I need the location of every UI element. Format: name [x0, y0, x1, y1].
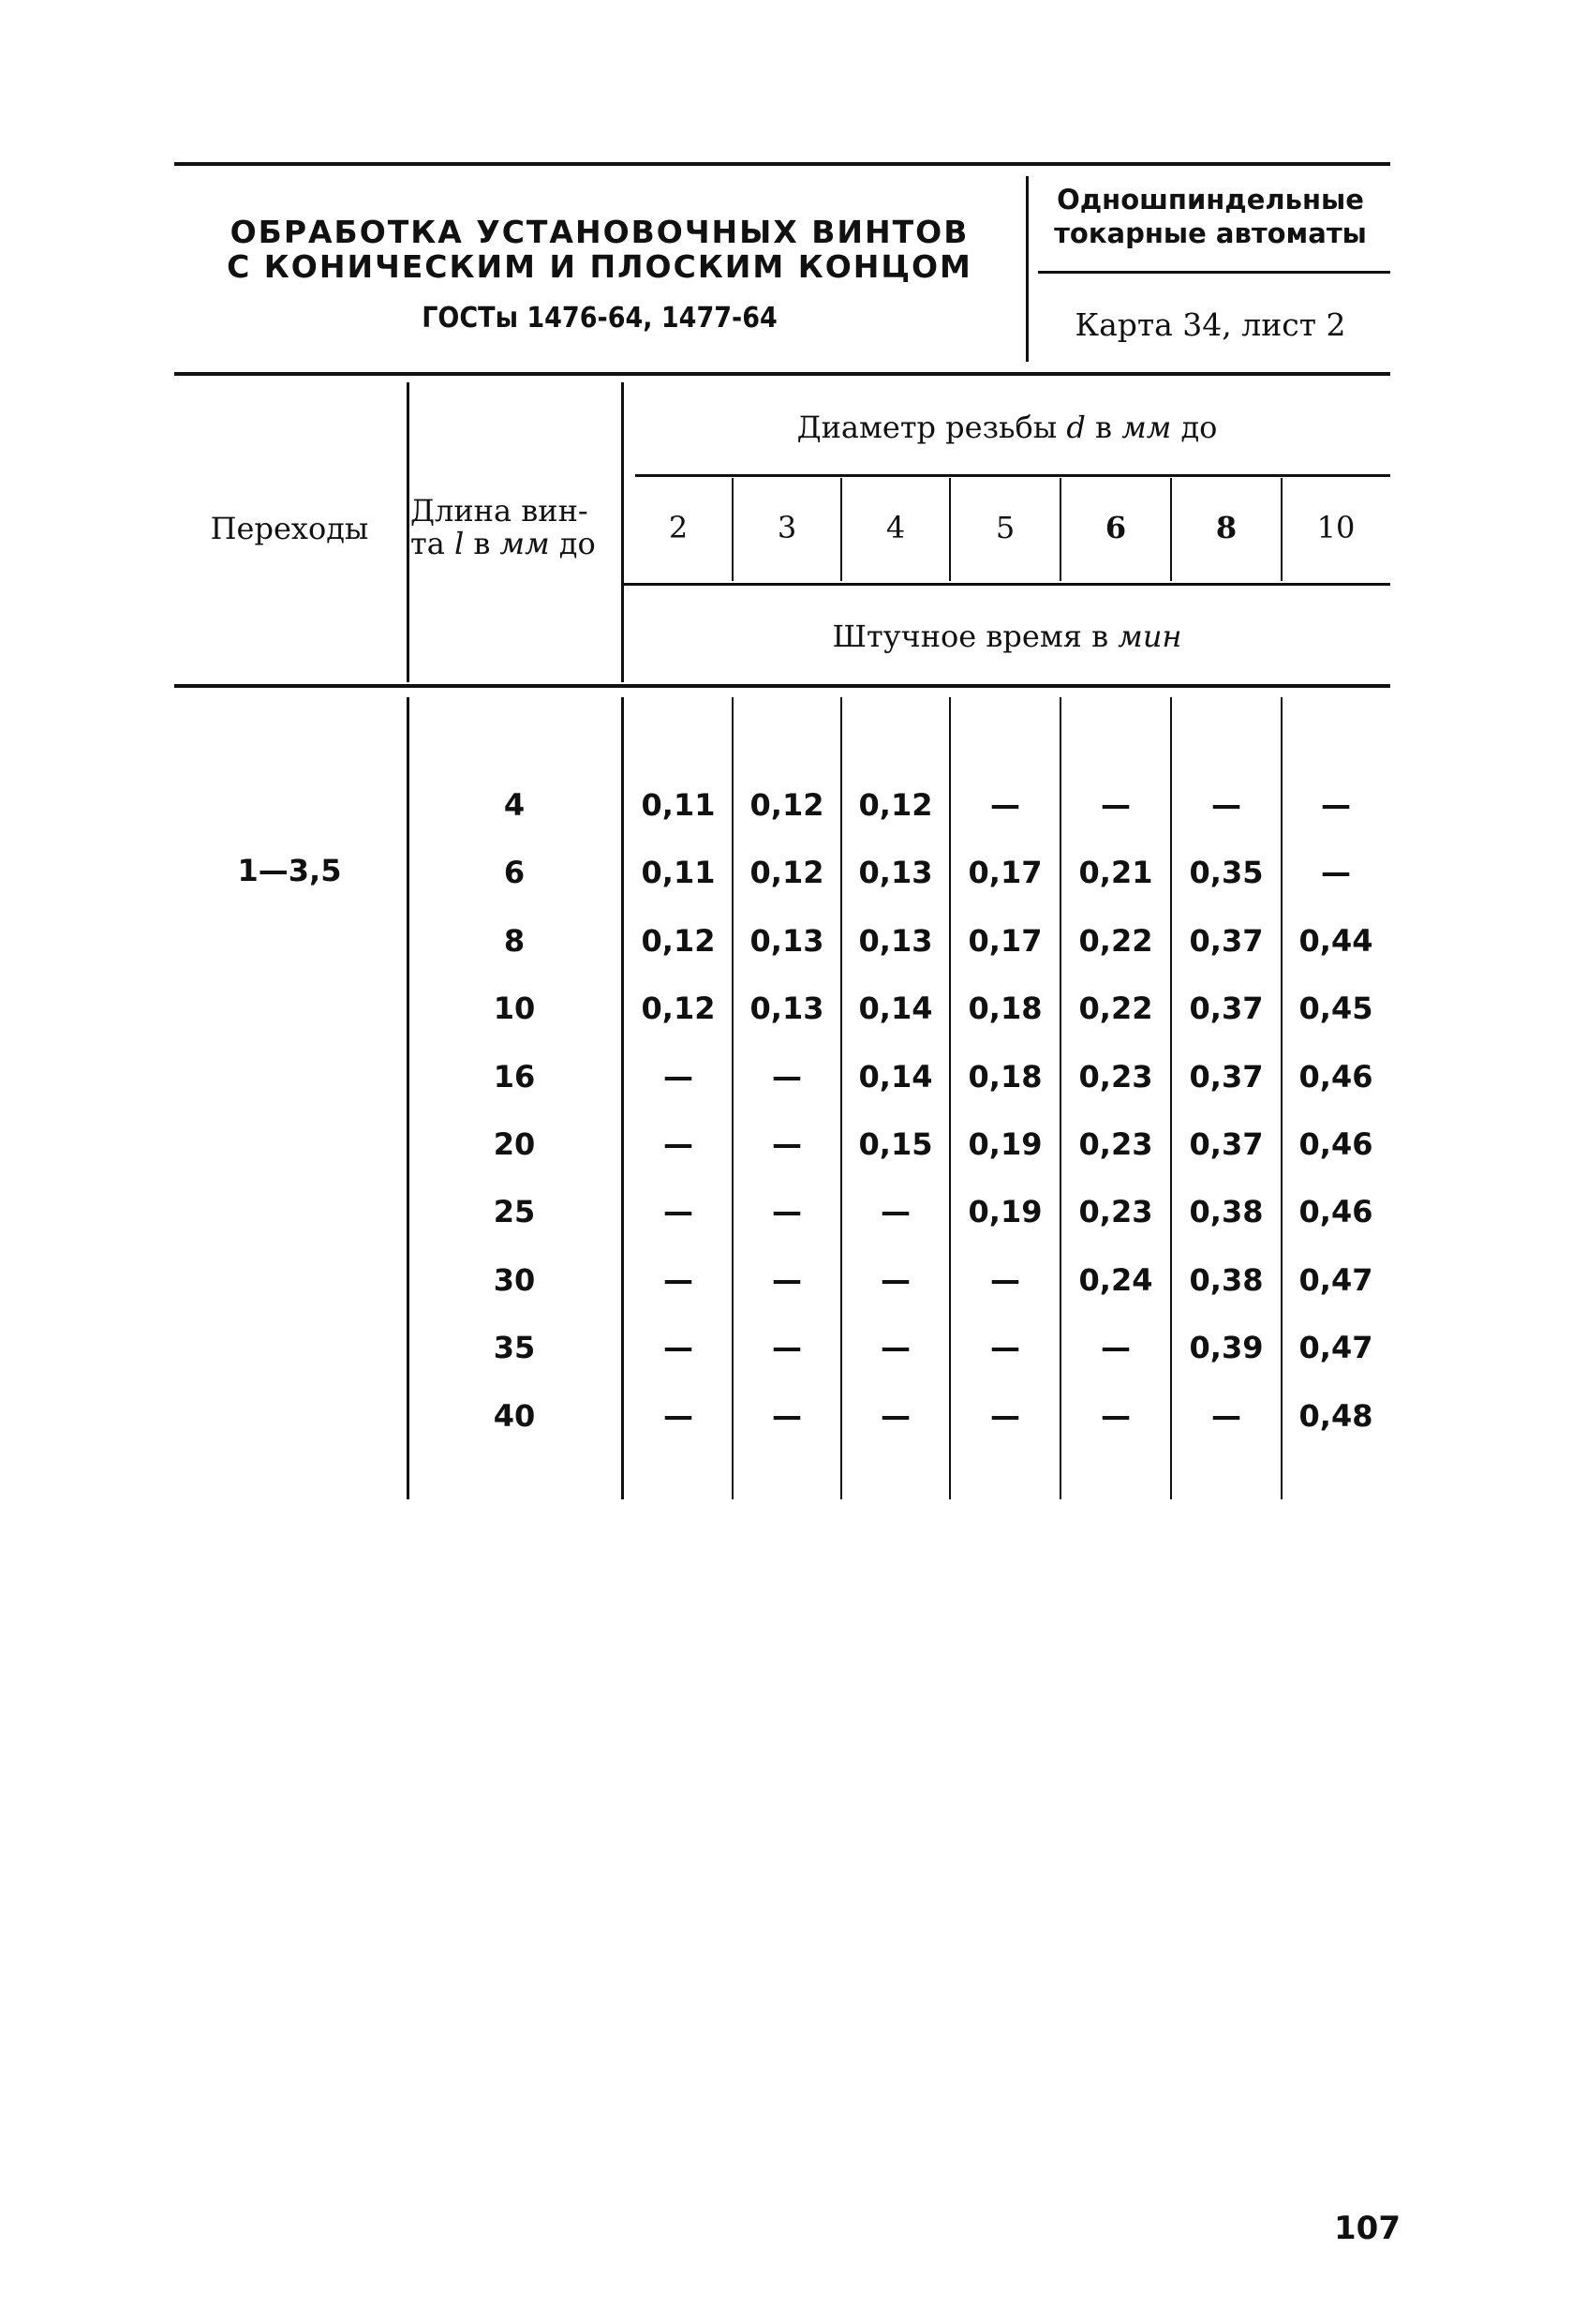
diameter-value: 5	[995, 510, 1016, 545]
diameter-values-rule	[624, 583, 1390, 586]
transition-value: 1—3,5	[237, 853, 342, 888]
diameter-value: 4	[885, 510, 906, 545]
length-header-line-2: та l в мм до	[410, 526, 596, 561]
time-cell: 0,14	[858, 991, 933, 1026]
time-cell: —	[772, 1059, 802, 1095]
machine-type-line-2: токарные автоматы	[1054, 217, 1367, 249]
time-cell: 0,18	[968, 1059, 1043, 1095]
length-value: 10	[493, 991, 536, 1026]
time-cell: —	[663, 1398, 693, 1434]
time-cell: 0,24	[1078, 1262, 1153, 1298]
time-cell: —	[1101, 1330, 1131, 1365]
title-line-1: ОБРАБОТКА УСТАНОВОЧНЫХ ВИНТОВ	[230, 214, 970, 250]
time-cell: 0,11	[641, 855, 716, 890]
length-value: 4	[503, 787, 526, 823]
col-divider-header	[1060, 478, 1061, 581]
time-cell: —	[772, 1126, 802, 1162]
time-cell: 0,23	[1078, 1126, 1153, 1162]
time-cell: 0,37	[1189, 923, 1264, 959]
time-cell: 0,22	[1078, 923, 1153, 959]
time-cell: —	[772, 1194, 802, 1229]
length-value: 8	[503, 923, 526, 959]
title-line-2: С КОНИЧЕСКИМ И ПЛОСКИМ КОНЦОМ	[227, 248, 972, 285]
time-cell: —	[990, 787, 1020, 823]
time-cell: 0,18	[968, 991, 1043, 1026]
machine-type-line-1: Одношпиндельные	[1057, 184, 1364, 216]
time-cell: —	[990, 1262, 1020, 1298]
time-cell: 0,38	[1189, 1194, 1264, 1229]
time-cell: 0,44	[1298, 923, 1373, 959]
time-cell: 0,37	[1189, 1126, 1264, 1162]
time-cell: 0,47	[1298, 1330, 1373, 1365]
time-cell: 0,13	[749, 991, 824, 1026]
time-cell: 0,48	[1298, 1398, 1373, 1434]
time-cell: 0,22	[1078, 991, 1153, 1026]
time-cell: 0,13	[858, 923, 933, 959]
time-cell: 0,38	[1189, 1262, 1264, 1298]
time-cell: —	[990, 1398, 1020, 1434]
diameter-rule	[635, 474, 1390, 477]
transitions-header: Переходы	[210, 511, 369, 546]
card-sheet-label: Карта 34, лист 2	[1075, 306, 1346, 343]
time-cell: 0,12	[749, 855, 824, 890]
time-cell: 0,12	[749, 787, 824, 823]
time-cell: 0,15	[858, 1126, 933, 1162]
time-cell: 0,17	[968, 855, 1043, 890]
time-cell: 0,13	[749, 923, 824, 959]
length-header	[408, 495, 622, 560]
time-cell: 0,46	[1298, 1059, 1373, 1095]
length-header-line-1: Длина вин-	[410, 493, 588, 529]
length-value: 30	[493, 1262, 536, 1298]
time-cell: —	[1101, 787, 1131, 823]
time-cell: 0,47	[1298, 1262, 1373, 1298]
time-cell: 0,14	[858, 1059, 933, 1095]
length-value: 35	[493, 1330, 536, 1365]
col-divider-header	[732, 478, 734, 581]
time-cell: 0,46	[1298, 1126, 1373, 1162]
header-right-rule	[1038, 271, 1390, 274]
length-value: 16	[493, 1059, 536, 1095]
time-cell: 0,46	[1298, 1194, 1373, 1229]
header-divider	[1026, 176, 1029, 362]
piece-time-header: Штучное время в мин	[832, 618, 1182, 654]
time-cell: 0,19	[968, 1194, 1043, 1229]
time-cell: —	[881, 1398, 911, 1434]
col-divider-header	[1281, 478, 1283, 581]
time-cell: —	[772, 1262, 802, 1298]
diameter-header: Диаметр резьбы d в мм до	[796, 410, 1218, 445]
time-cell: 0,37	[1189, 1059, 1264, 1095]
diameter-value: 2	[668, 510, 689, 545]
time-cell: 0,12	[858, 787, 933, 823]
time-cell: 0,35	[1189, 855, 1264, 890]
time-cell: 0,13	[858, 855, 933, 890]
time-cell: —	[663, 1330, 693, 1365]
time-cell: 0,23	[1078, 1194, 1153, 1229]
time-cell: 0,19	[968, 1126, 1043, 1162]
diameter-value: 6	[1105, 510, 1127, 545]
diameter-value: 3	[777, 510, 797, 545]
time-cell: 0,23	[1078, 1059, 1153, 1095]
time-cell: 0,12	[641, 923, 716, 959]
time-cell: —	[1101, 1398, 1131, 1434]
time-cell: 0,39	[1189, 1330, 1264, 1365]
time-cell: 0,12	[641, 991, 716, 1026]
time-cell: —	[881, 1330, 911, 1365]
time-cell: —	[990, 1330, 1020, 1365]
length-value: 20	[493, 1126, 536, 1162]
time-cell: —	[881, 1194, 911, 1229]
page-number: 107	[1334, 2210, 1401, 2247]
header-bottom-rule	[174, 372, 1390, 376]
time-cell: —	[1211, 1398, 1241, 1434]
time-cell: —	[663, 1126, 693, 1162]
time-cell: 0,11	[641, 787, 716, 823]
length-value: 6	[503, 855, 526, 890]
time-cell: —	[663, 1194, 693, 1229]
time-cell: —	[772, 1330, 802, 1365]
time-cell: 0,45	[1298, 991, 1373, 1026]
time-cell: —	[1211, 787, 1241, 823]
diameter-value: 8	[1215, 510, 1238, 545]
time-cell: —	[772, 1398, 802, 1434]
col-divider-header	[1170, 478, 1172, 581]
length-value: 25	[493, 1194, 536, 1229]
gost-reference: ГОСТы 1476-64, 1477-64	[422, 302, 778, 335]
length-value: 40	[493, 1398, 536, 1434]
time-cell: —	[663, 1059, 693, 1095]
diameter-value: 10	[1316, 510, 1356, 545]
time-cell: 0,37	[1189, 991, 1264, 1026]
time-cell: 0,21	[1078, 855, 1153, 890]
time-cell: —	[1321, 855, 1351, 890]
table-header-bottom-rule	[174, 684, 1390, 688]
top-rule	[174, 162, 1390, 166]
col-divider-header	[840, 478, 842, 581]
time-cell: —	[881, 1262, 911, 1298]
time-cell: —	[663, 1262, 693, 1298]
col-divider-header	[949, 478, 951, 581]
time-cell: 0,17	[968, 923, 1043, 959]
time-cell: —	[1321, 787, 1351, 823]
